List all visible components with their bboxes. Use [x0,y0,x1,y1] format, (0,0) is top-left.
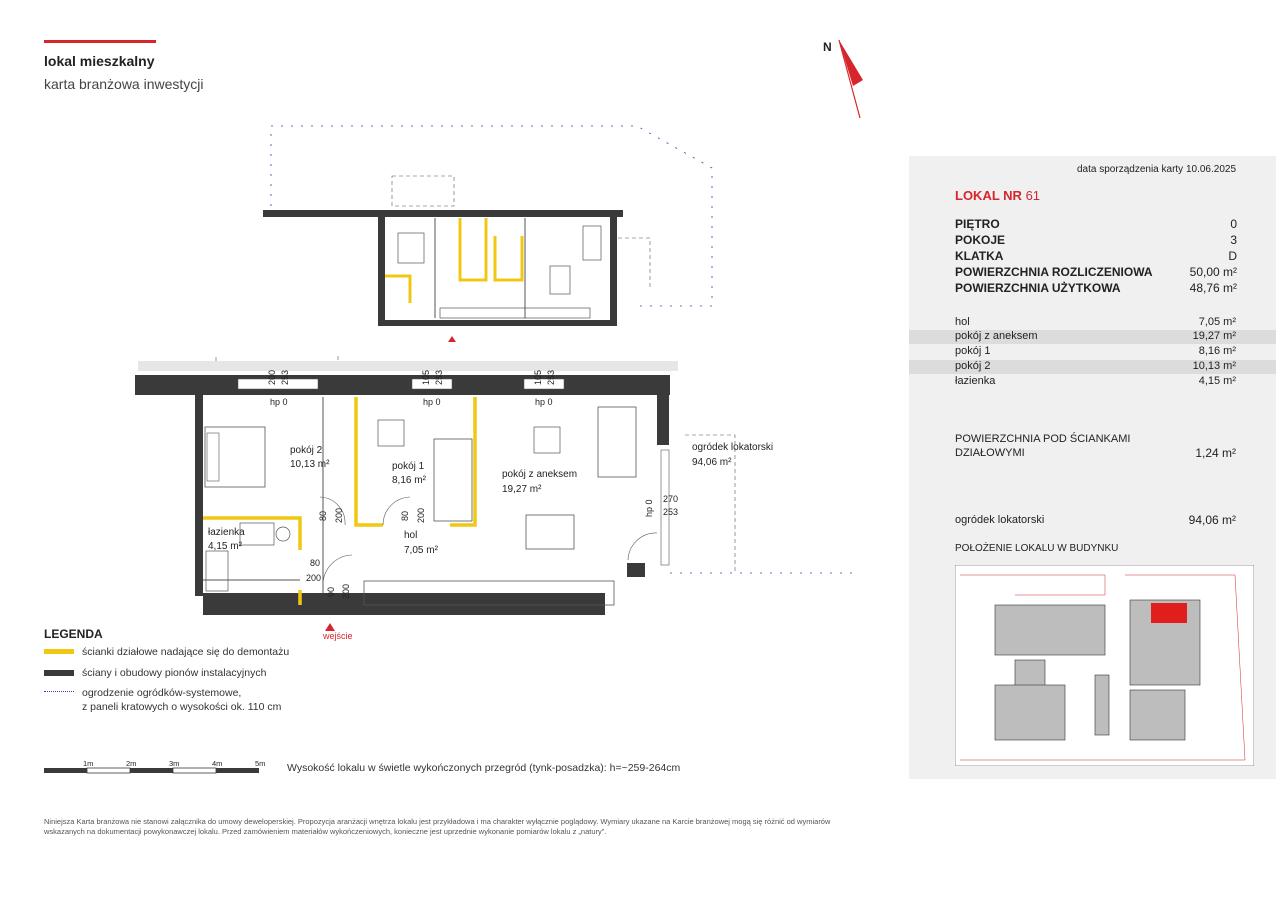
legend-swatch-fence [44,691,74,692]
dim-label: 90 [326,586,336,597]
room-label-pokoj-aneks: pokój z aneksem [502,469,578,480]
dim-label: 200 [341,583,351,599]
legend-item-partition: ścianki działowe nadające się do demontażu [82,646,290,658]
room-area-ogrodek: 94,06 m² [692,457,732,468]
room-area-lazienka: 4,15 m² [208,541,242,552]
room-row: pokój z aneksem 19,27 m² [909,330,1276,344]
room-area-pokoj2: 10,13 m² [290,459,330,470]
disclaimer: Niniejsza Karta branżowa nie stanowi załącznika do umowy deweloperskiej. Propozycja aranżacji wnętrza lokalu jest przykładowa i ma charakter wyłącznie poglądowy. Wymiary ukazane na Karcie branżowej mogą się różnić od wymiarów wskazanych na dokumentacji powykonawczej lokalu. Przed zamówieniem materiałów wykończeniowych, konieczne jest uprzednie wykonanie pomiarów lokalu z „natury”. [44,817,831,836]
legend-swatch-wall [44,670,74,676]
dim-label: 105 [421,369,431,385]
room-row: pokój 2 10,13 m² [909,360,1276,374]
entrance-label: wejście [323,631,353,641]
hp-label: hp 0 [644,499,654,517]
room-area-hol: 7,05 m² [404,545,438,556]
room-row: hol 7,05 m² [955,316,1236,328]
walls-value: 1,24 m² [1195,446,1236,460]
room-area-pokoj1: 8,16 m² [392,475,426,486]
scale-tick: 2m [126,759,137,768]
scale-tick: 4m [212,759,223,768]
room-area-pokoj-aneks: 19,27 m² [502,484,542,495]
floor-overview-plan [260,118,725,343]
room-row: pokój 1 8,16 m² [955,345,1236,357]
spec-area-billing: POWIERZCHNIA ROZLICZENIOWA 50,00 m² [955,265,1237,279]
dim-label: 200 [416,507,426,523]
card-date: data sporządzenia karty 10.06.2025 [1077,164,1236,175]
dim-label: 253 [663,507,679,517]
spec-floor: PIĘTRO 0 [955,217,1237,231]
dim-label: 80 [400,510,410,521]
scale-tick: 1m [83,759,94,768]
legend-swatch-partition [44,649,74,654]
dim-label: 200 [306,573,322,583]
dim-label: 253 [434,369,444,385]
walls-label-1: POWIERZCHNIA POD ŚCIANKAMI [955,433,1131,445]
hatched-strip [138,361,678,371]
outer-wall-right [657,385,669,445]
unit-highlight [1151,603,1187,623]
garden-label: ogródek lokatorski [955,514,1045,526]
info-panel [909,156,1276,779]
outer-wall-left [195,381,203,596]
scale-tick: 5m [255,759,266,768]
legend-title: LEGENDA [44,627,103,641]
room-label-pokoj2: pokój 2 [290,445,323,456]
lokal-number: LOKAL NR 61 [955,188,1041,203]
page-title: lokal mieszkalny [44,53,155,69]
dim-label: 80 [318,510,328,521]
dim-label: 200 [334,507,344,523]
dim-label: 253 [546,369,556,385]
walls-label-2: DZIAŁOWYMI [955,447,1025,459]
outer-wall-top [135,375,670,395]
garden-value: 94,06 m² [1188,513,1236,527]
room-label-lazienka: łazienka [208,527,245,538]
room-label-ogrodek: ogródek lokatorski [692,442,774,453]
height-note: Wysokość lokalu w świetle wykończonych przegród (tynk-posadzka): h=~259-264cm [287,762,681,774]
north-arrow-icon [815,34,875,124]
header-accent-bar [44,40,156,43]
dim-label: 253 [280,369,290,385]
dim-label: 200 [267,369,277,385]
outer-wall-bottom [203,593,605,615]
page-subtitle: karta branżowa inwestycji [44,76,204,92]
partition-pokoj1-left [356,397,383,525]
building-location-map [955,565,1254,766]
dim-label: 105 [533,369,543,385]
legend-item-fence-2: z paneli kratowych o wysokości ok. 110 cm [82,701,282,713]
spec-rooms: POKOJE 3 [955,233,1237,247]
dim-label: 80 [310,558,321,568]
legend-item-wall: ściany i obudowy pionów instalacyjnych [82,667,267,679]
main-floor-plan [130,355,870,645]
north-label: N [823,40,832,54]
room-row: łazienka 4,15 m² [955,375,1236,387]
scale-tick: 3m [169,759,180,768]
room-label-hol: hol [404,530,418,541]
location-label: POŁOŻENIE LOKALU W BUDYNKU [955,543,1119,554]
spec-area-usable: POWIERZCHNIA UŻYTKOWA 48,76 m² [955,281,1237,295]
hp-label: hp 0 [270,397,288,407]
spec-stair: KLATKA D [955,249,1237,263]
dim-label: 270 [663,494,679,504]
hp-label: hp 0 [423,397,441,407]
scale-bar [44,758,276,778]
partition-pokoj1-right [450,397,475,525]
hp-label: hp 0 [535,397,553,407]
legend-item-fence-1: ogrodzenie ogródków-systemowe, [82,687,242,699]
room-label-pokoj1: pokój 1 [392,461,425,472]
